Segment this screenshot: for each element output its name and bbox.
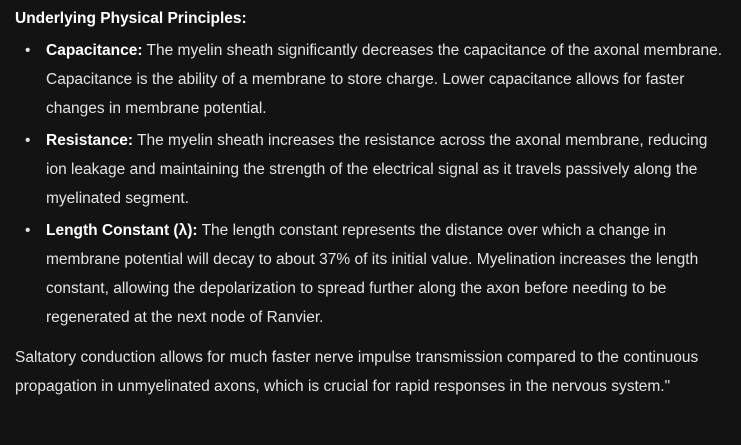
bullet-icon: •: [25, 42, 31, 59]
term-label: Resistance:: [46, 132, 134, 149]
bullet-icon: •: [25, 132, 31, 149]
term-label: Capacitance:: [46, 42, 143, 59]
list-item: [15, 126, 727, 213]
term-description: The myelin sheath significantly decreases the capacitance of the axonal membrane. Capacitance is the ability of a membrane to store charge. Lower capacitance allows for faster changes in membrane potential.: [46, 42, 723, 117]
section-heading: Underlying Physical Principles:: [15, 10, 247, 27]
bullet-icon: •: [25, 222, 31, 239]
list-item: [15, 36, 727, 123]
term-description: The length constant represents the distance over which a change in membrane potential will decay to about 37% of its initial value. Myelination increases the length constant, allowing the depolarization to spread further along the axon before needing to be regenerated at the next node of Ranvier.: [46, 222, 699, 326]
principles-list: [15, 36, 727, 332]
term-description: The myelin sheath increases the resistance across the axonal membrane, reducing ion leakage and maintaining the strength of the electrical signal as it travels passively along the myelinated segment.: [46, 132, 708, 207]
closing-paragraph: Saltatory conduction allows for much faster nerve impulse transmission compared to the continuous propagation in unmyelinated axons, which is crucial for rapid responses in the nervous system.": [15, 349, 699, 395]
list-item: [15, 216, 727, 332]
term-label: Length Constant (λ):: [46, 222, 198, 239]
